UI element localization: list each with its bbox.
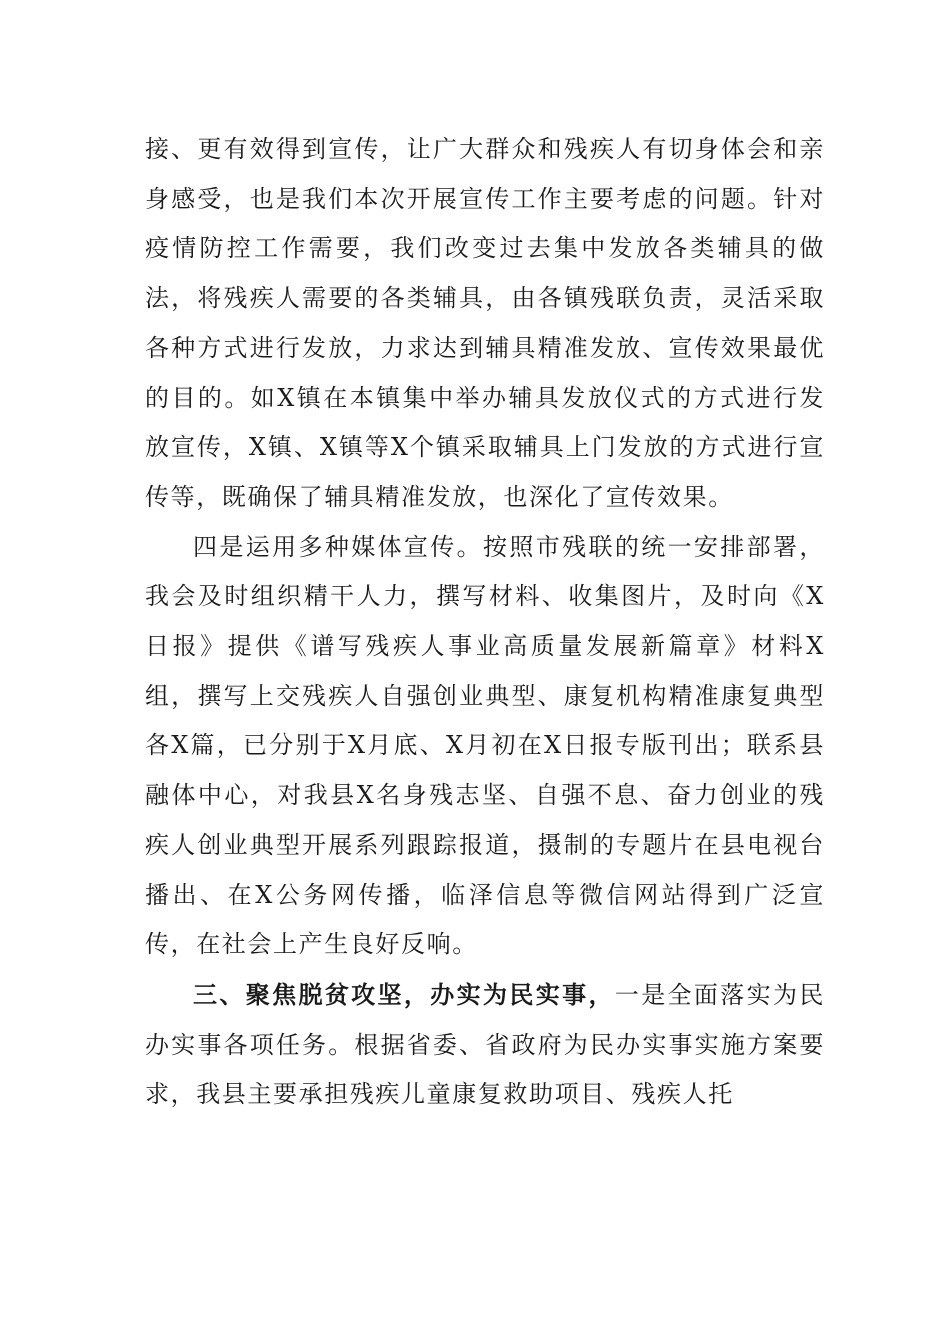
document-page <box>145 125 825 1120</box>
paragraph-text: 一是全面落实为民办实事各项任务。根据省委、省政府为民办实事实施方案要求，我县主要承担残疾儿童康复救助项目、残疾人托 <box>145 980 825 1109</box>
paragraph-text: 接、更有效得到宣传，让广大群众和残疾人有切身体会和亲身感受，也是我们本次开展宣传工作主要考虑的问题。针对疫情防控工作需要，我们改变过去集中发放各类辅具的做法，将残疾人需要的各类辅具，由各镇残联负责，灵活采取各种方式进行发放，力求达到辅具精准发放、宣传效果最优的目的。如X镇在本镇集中举办辅具发放仪式的方式进行发放宣传，X镇、X镇等X个镇采取辅具上门发放的方式进行宣传等，既确保了辅具精准发放，也深化了宣传效果。 <box>145 135 825 511</box>
paragraph-continuation <box>145 125 825 523</box>
paragraph-text: 四是运用多种媒体宣传。按照市残联的统一安排部署，我会及时组织精干人力，撰写材料、收集图片，及时向《X日报》提供《谱写残疾人事业高质量发展新篇章》材料X组，撰写上交残疾人自强创业典型、康复机构精准康复典型各X篇，已分别于X月底、X月初在X日报专版刊出；联系县融体中心，对我县X名身残志坚、自强不息、奋力创业的残疾人创业典型开展系列跟踪报道，摄制的专题片在县电视台播出、在X公务网传播，临泽信息等微信网站得到广泛宣传，在社会上产生良好反响。 <box>145 532 825 959</box>
paragraph-media-publicity <box>145 523 825 970</box>
paragraph-section-three <box>145 970 825 1120</box>
section-heading: 三、聚焦脱贫攻坚，办实为民实事， <box>193 979 615 1009</box>
